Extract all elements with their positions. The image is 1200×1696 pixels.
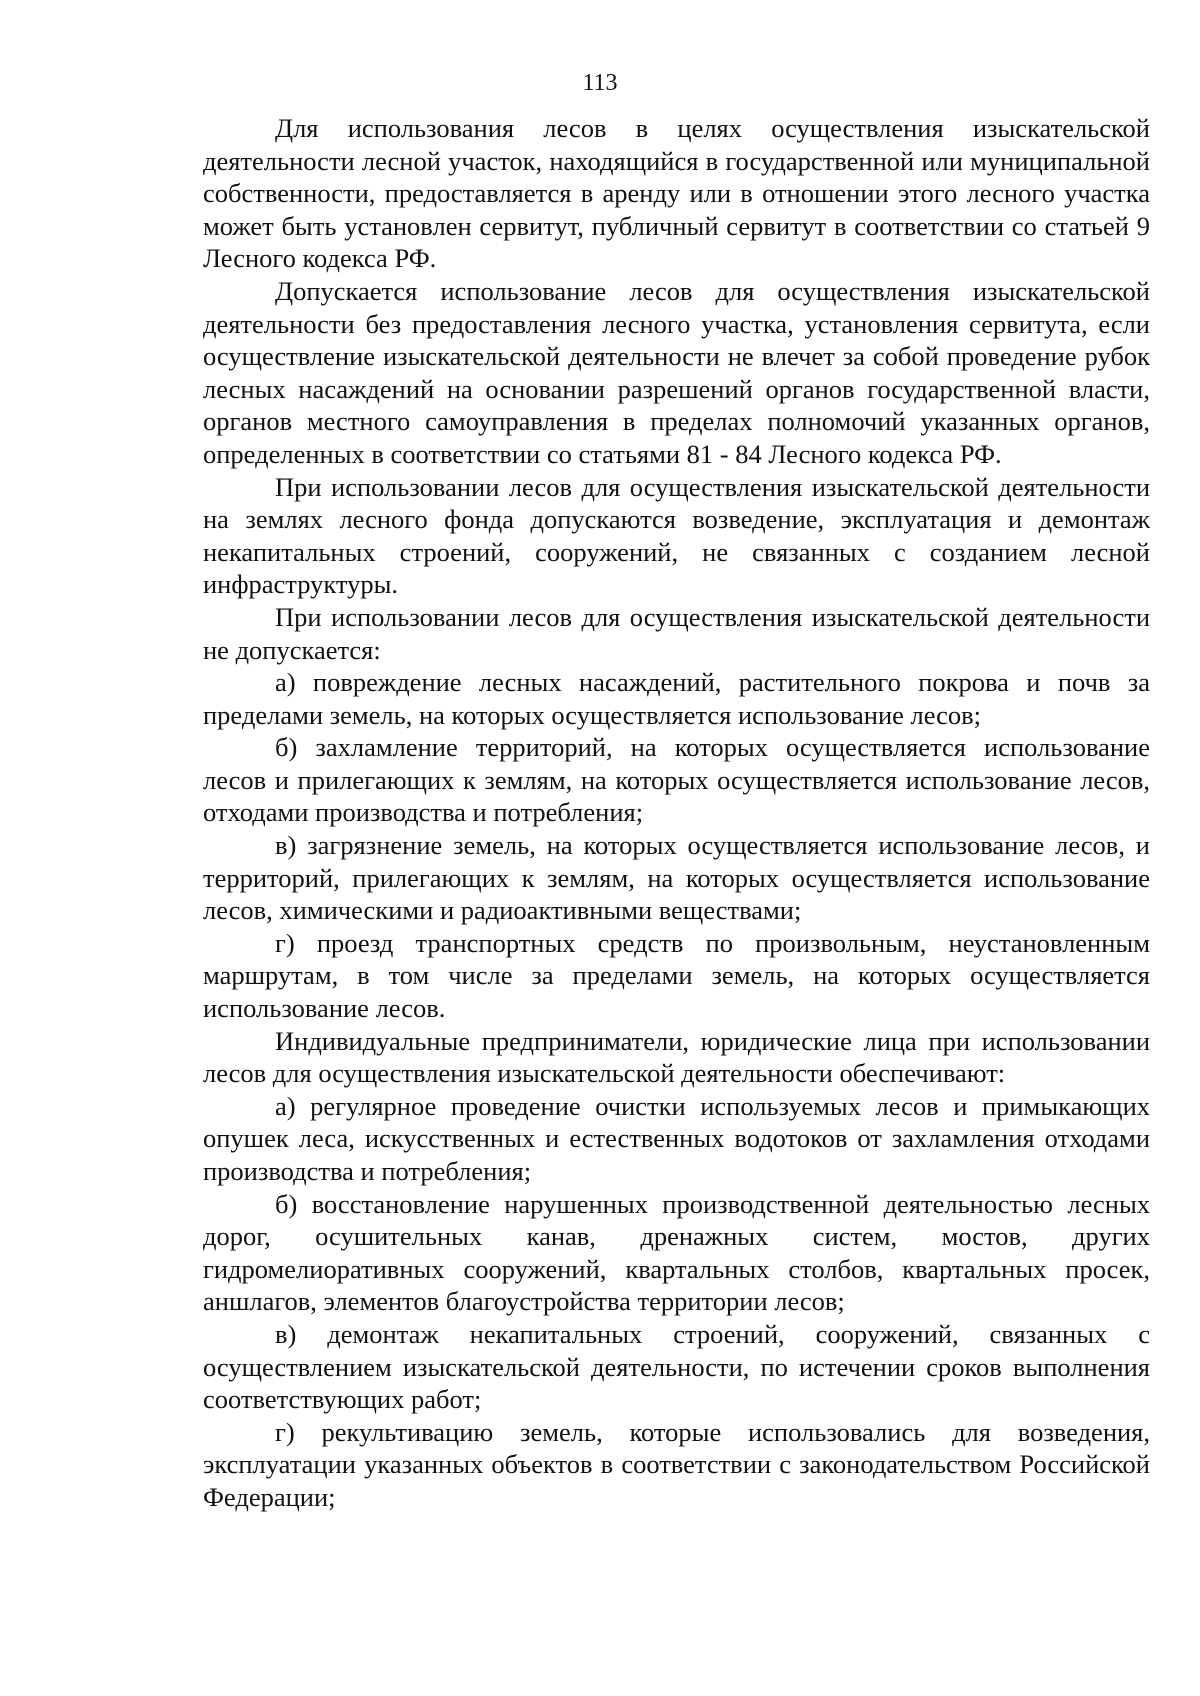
- list-item: г) рекультивацию земель, которые использовались для возведения, эксплуатации указанных объектов в соответствии с законодательством Российской Федерации;: [203, 1416, 1150, 1512]
- list-item: в) демонтаж некапитальных строений, сооружений, связанных с осуществлением изыскательской деятельности, по истечении сроков выполнения соответствующих работ;: [203, 1318, 1150, 1415]
- paragraph: При использовании лесов для осуществления изыскательской деятельности не допускается:: [203, 601, 1150, 665]
- list-item: б) захламление территорий, на которых осуществляется использование лесов и прилегающих к землям, на которых осуществляется использование лесов, отходами производства и потребления;: [203, 732, 1150, 828]
- paragraph: Для использования лесов в целях осуществления изыскательской деятельности лесной участок, находящийся в государственной или муниципальной собственности, предоставляется в аренду или в отношении этого лесного участка может быть установлен сервитут, публичный сервитут в соответствии со статьей 9 Лесного кодекса РФ.: [203, 113, 1150, 274]
- list-item: а) регулярное проведение очистки используемых лесов и примыкающих опушек леса, искусственных и естественных водотоков от захламления отходами производства и потребления;: [203, 1090, 1150, 1186]
- list-item: г) проезд транспортных средств по произвольным, неустановленным маршрутам, в том числе за пределами земель, на которых осуществляется использование лесов.: [203, 927, 1150, 1024]
- document-body: [203, 112, 1150, 1514]
- list-item: б) восстановление нарушенных производственной деятельностью лесных дорог, осушительных канав, дренажных систем, мостов, других гидромелиоративных сооружений, квартальных столбов, квартальных просек, аншлагов, элементов благоустройства территории лесов;: [203, 1188, 1150, 1317]
- list-item: в) загрязнение земель, на которых осуществляется использование лесов, и территорий, прилегающих к землям, на которых осуществляется использование лесов, химическими и радиоактивными веществами;: [203, 830, 1150, 926]
- list-item: а) повреждение лесных насаждений, растительного покрова и почв за пределами земель, на которых осуществляется использование лесов;: [203, 667, 1150, 730]
- paragraph: При использовании лесов для осуществления изыскательской деятельности на землях лесного фонда допускаются возведение, эксплуатация и демонтаж некапитальных строений, сооружений, не связанных с созданием лесной инфраструктуры.: [203, 471, 1150, 600]
- paragraph: Допускается использование лесов для осуществления изыскательской деятельности без предоставления лесного участка, установления сервитута, если осуществление изыскательской деятельности не влечет за собой проведение рубок лесных насаждений на основании разрешений органов государственной власти, органов местного самоуправления в пределах полномочий указанных органов, определенных в соответствии со статьями 81 - 84 Лесного кодекса РФ.: [203, 275, 1150, 469]
- paragraph: Индивидуальные предприниматели, юридические лица при использовании лесов для осуществления изыскательской деятельности обеспечивают:: [203, 1025, 1150, 1089]
- page-number: 113: [582, 70, 618, 96]
